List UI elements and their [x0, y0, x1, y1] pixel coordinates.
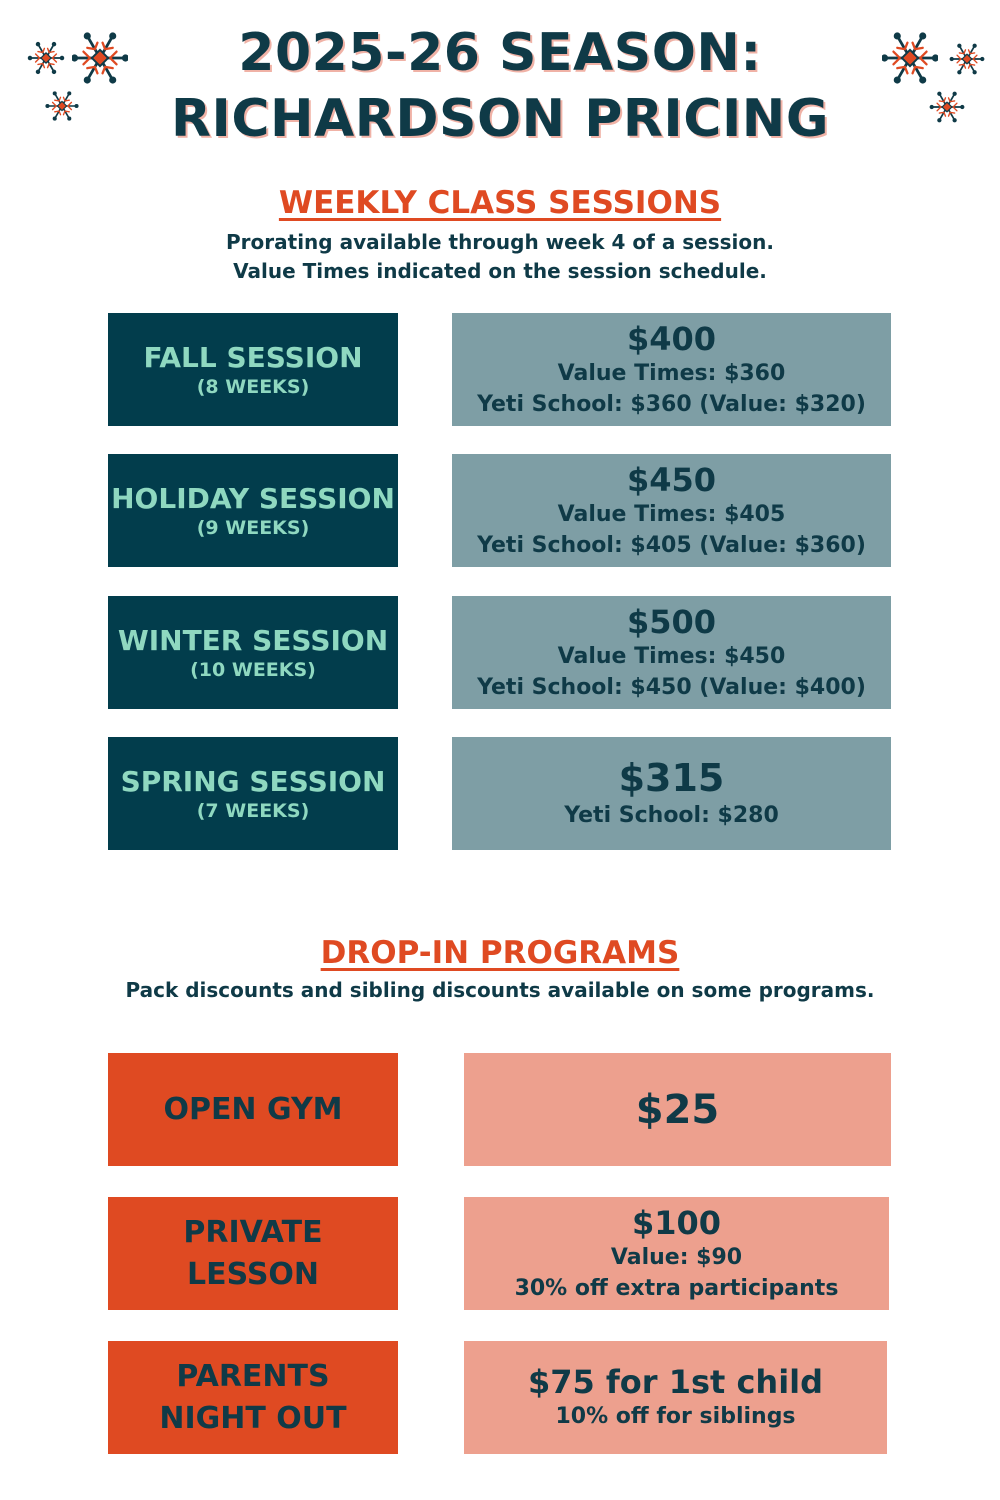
program-name-line-1: PARENTS	[176, 1358, 330, 1394]
extra-participants-note: 30% off extra participants	[514, 1275, 839, 1301]
program-label-private-lesson	[108, 1197, 398, 1310]
program-name-line-2: NIGHT OUT	[159, 1400, 347, 1436]
session-name: HOLIDAY SESSION	[111, 481, 395, 515]
weekly-sessions-note	[0, 228, 1000, 286]
yeti-school-price: Yeti School: $360 (Value: $320)	[477, 391, 866, 417]
session-weeks: (10 WEEKS)	[190, 658, 316, 681]
program-label-open-gym	[108, 1053, 398, 1166]
title-line-1: 2025-26 SEASON:	[238, 23, 762, 83]
program-price: $25	[635, 1086, 720, 1133]
value-times-price: Value Times: $360	[557, 360, 786, 386]
session-label-fall	[108, 313, 398, 426]
drop-in-heading: DROP-IN PROGRAMS	[320, 935, 680, 971]
session-price-spring	[452, 737, 891, 850]
program-price: $75 for 1st child	[527, 1363, 824, 1401]
program-label-parents-night-out	[108, 1341, 398, 1454]
session-label-holiday	[108, 454, 398, 567]
sibling-discount-note: 10% off for siblings	[555, 1404, 796, 1429]
program-name: OPEN GYM	[163, 1091, 343, 1127]
session-price: $315	[618, 756, 725, 800]
session-price: $500	[626, 602, 717, 641]
session-label-spring	[108, 737, 398, 850]
session-weeks: (7 WEEKS)	[196, 799, 310, 822]
session-price-fall	[452, 313, 891, 426]
yeti-school-price: Yeti School: $450 (Value: $400)	[477, 674, 866, 700]
program-name-line-2: LESSON	[186, 1256, 320, 1292]
session-weeks: (8 WEEKS)	[196, 375, 310, 398]
session-weeks: (9 WEEKS)	[196, 516, 310, 539]
weekly-sessions-heading: WEEKLY CLASS SESSIONS	[278, 185, 722, 221]
drop-in-note: Pack discounts and sibling discounts available on some programs.	[125, 978, 875, 1002]
value-times-price: Value Times: $405	[557, 501, 786, 527]
yeti-school-price: Yeti School: $405 (Value: $360)	[477, 532, 866, 558]
page-title	[0, 20, 1000, 152]
session-price: $450	[626, 460, 717, 499]
program-name-line-1: PRIVATE	[183, 1214, 323, 1250]
session-label-winter	[108, 596, 398, 709]
value-times-note: Value Times indicated on the session schedule.	[233, 259, 767, 283]
prorating-note: Prorating available through week 4 of a session.	[226, 230, 774, 254]
session-price-winter	[452, 596, 891, 709]
value-price: Value: $90	[610, 1244, 743, 1270]
session-name: WINTER SESSION	[117, 623, 389, 657]
program-price-open-gym	[464, 1053, 891, 1166]
program-price-private-lesson	[464, 1197, 889, 1310]
program-price: $100	[631, 1203, 722, 1242]
title-line-2: RICHARDSON PRICING	[170, 89, 829, 149]
session-price: $400	[626, 319, 717, 358]
session-price-holiday	[452, 454, 891, 567]
session-name: SPRING SESSION	[120, 764, 386, 798]
program-price-parents-night-out	[464, 1341, 887, 1454]
session-name: FALL SESSION	[143, 340, 363, 374]
value-times-price: Value Times: $450	[557, 643, 786, 669]
yeti-school-price: Yeti School: $280	[564, 803, 779, 828]
